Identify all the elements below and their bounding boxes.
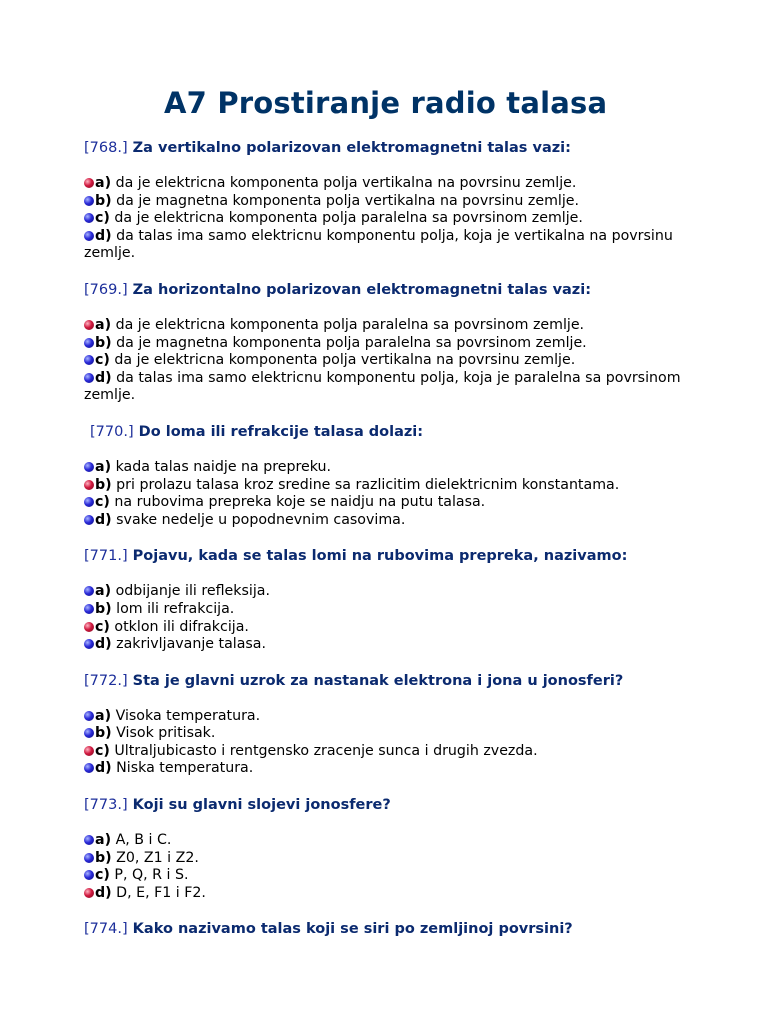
answer-letter: a) xyxy=(95,316,112,333)
answer-text: lom ili refrakcija. xyxy=(116,600,235,617)
question-text: Kako nazivamo talas koji se siri po zemljinoj povrsini? xyxy=(132,921,573,938)
answer-letter: d) xyxy=(95,760,112,777)
answer-text: Visok pritisak. xyxy=(116,725,216,742)
answer-text: da talas ima samo elektricnu komponentu polja, koja je vertikalna na povrsinu zemlje. xyxy=(84,227,673,262)
question-heading xyxy=(84,796,694,815)
answer-text: na rubovima prepreka koje se naidju na putu talasa. xyxy=(114,494,486,511)
red-bullet-icon xyxy=(84,622,94,632)
question-text: Za horizontalno polarizovan elektromagnetni talas vazi: xyxy=(132,281,592,298)
answer-text: da je magnetna komponenta polja vertikalna na povrsinu zemlje. xyxy=(116,192,580,209)
answer-option xyxy=(84,210,694,228)
answer-letter: c) xyxy=(95,618,110,635)
question-block xyxy=(84,281,694,405)
question-number: [769.] xyxy=(84,281,128,298)
answer-letter: a) xyxy=(95,707,112,724)
blue-bullet-icon xyxy=(84,213,94,223)
answer-text: odbijanje ili refleksija. xyxy=(115,583,270,600)
blue-bullet-icon xyxy=(84,728,94,738)
red-bullet-icon xyxy=(84,178,94,188)
question-number: [774.] xyxy=(84,921,128,938)
answer-option xyxy=(84,228,694,263)
answer-option xyxy=(84,370,694,405)
answer-option xyxy=(84,352,694,370)
answer-option xyxy=(84,601,694,619)
answer-letter: a) xyxy=(95,458,112,475)
answer-letter: c) xyxy=(95,352,110,369)
answer-text: A, B i C. xyxy=(115,832,172,849)
blue-bullet-icon xyxy=(84,338,94,348)
red-bullet-icon xyxy=(84,746,94,756)
answer-letter: a) xyxy=(95,832,112,849)
question-block xyxy=(84,547,694,653)
question-number: [772.] xyxy=(84,672,128,689)
blue-bullet-icon xyxy=(84,853,94,863)
answer-option xyxy=(84,317,694,335)
blue-bullet-icon xyxy=(84,196,94,206)
red-bullet-icon xyxy=(84,888,94,898)
blue-bullet-icon xyxy=(84,711,94,721)
answer-letter: d) xyxy=(95,511,112,528)
answer-option xyxy=(84,867,694,885)
answer-text: da je elektricna komponenta polja paralelna sa povrsinom zemlje. xyxy=(114,210,583,227)
answer-letter: b) xyxy=(95,849,112,866)
question-heading xyxy=(84,281,694,300)
question-block xyxy=(84,423,694,529)
answer-letter: d) xyxy=(95,227,112,244)
blue-bullet-icon xyxy=(84,373,94,383)
answer-option xyxy=(84,619,694,637)
answer-option xyxy=(84,636,694,654)
question-number: [773.] xyxy=(84,797,128,814)
answer-option xyxy=(84,885,694,903)
answer-letter: b) xyxy=(95,476,112,493)
question-text: Za vertikalno polarizovan elektromagnetni talas vazi: xyxy=(132,140,571,156)
answer-letter: c) xyxy=(95,494,110,511)
blue-bullet-icon xyxy=(84,231,94,241)
blue-bullet-icon xyxy=(84,763,94,773)
answer-text: Niska temperatura. xyxy=(116,760,254,777)
answer-option xyxy=(84,459,694,477)
answer-letter: b) xyxy=(95,192,112,209)
question-heading xyxy=(84,423,694,442)
question-block xyxy=(84,796,694,902)
question-block xyxy=(84,139,694,263)
question-text: Sta je glavni uzrok za nastanak elektrona i jona u jonosferi? xyxy=(132,672,624,689)
answer-text: otklon ili difrakcija. xyxy=(114,618,249,635)
question-number: [770.] xyxy=(90,423,134,440)
answer-text: da je elektricna komponenta polja vertikalna na povrsinu zemlje. xyxy=(114,352,576,369)
answer-text: da je elektricna komponenta polja vertikalna na povrsinu zemlje. xyxy=(115,175,577,191)
question-number: [768.] xyxy=(84,140,128,156)
answer-letter: b) xyxy=(95,334,112,351)
answer-letter: a) xyxy=(95,583,112,600)
answer-text: kada talas naidje na prepreku. xyxy=(115,458,332,475)
blue-bullet-icon xyxy=(84,497,94,507)
answer-text: da je magnetna komponenta polja paralelna sa povrsinom zemlje. xyxy=(116,334,587,351)
answer-text: zakrivljavanje talasa. xyxy=(116,636,267,653)
blue-bullet-icon xyxy=(84,515,94,525)
answer-option xyxy=(84,477,694,495)
question-block xyxy=(84,672,694,778)
question-list xyxy=(84,139,694,957)
blue-bullet-icon xyxy=(84,462,94,472)
answer-option xyxy=(84,832,694,850)
answer-text: Ultraljubicasto i rentgensko zracenje sunca i drugih zvezda. xyxy=(114,742,538,759)
answer-letter: c) xyxy=(95,867,110,884)
answer-option xyxy=(84,494,694,512)
blue-bullet-icon xyxy=(84,835,94,845)
answer-letter: b) xyxy=(95,600,112,617)
blue-bullet-icon xyxy=(84,355,94,365)
answer-option xyxy=(84,335,694,353)
question-heading xyxy=(84,920,694,939)
answer-text: da je elektricna komponenta polja paralelna sa povrsinom zemlje. xyxy=(115,316,585,333)
answer-option xyxy=(84,708,694,726)
answer-letter: a) xyxy=(95,175,112,191)
answer-option xyxy=(84,583,694,601)
blue-bullet-icon xyxy=(84,639,94,649)
question-heading xyxy=(84,139,694,158)
answer-text: da talas ima samo elektricnu komponentu polja, koja je paralelna sa povrsinom zemlje. xyxy=(84,369,681,404)
question-text: Pojavu, kada se talas lomi na rubovima prepreka, nazivamo: xyxy=(132,548,628,565)
answer-text: svake nedelje u popodnevnim casovima. xyxy=(116,511,406,528)
blue-bullet-icon xyxy=(84,870,94,880)
question-text: Koji su glavni slojevi jonosfere? xyxy=(132,797,391,814)
answer-option xyxy=(84,175,694,193)
answer-text: pri prolazu talasa kroz sredine sa razlicitim dielektricnim konstantama. xyxy=(116,476,620,493)
answer-text: D, E, F1 i F2. xyxy=(116,884,206,901)
answer-letter: d) xyxy=(95,884,112,901)
answer-option xyxy=(84,725,694,743)
answer-letter: d) xyxy=(95,369,112,386)
red-bullet-icon xyxy=(84,320,94,330)
question-heading xyxy=(84,547,694,566)
answer-option xyxy=(84,512,694,530)
question-heading xyxy=(84,672,694,691)
answer-letter: d) xyxy=(95,636,112,653)
red-bullet-icon xyxy=(84,480,94,490)
answer-letter: b) xyxy=(95,725,112,742)
answer-text: Z0, Z1 i Z2. xyxy=(116,849,199,866)
answer-letter: c) xyxy=(95,742,110,759)
question-block xyxy=(84,920,694,939)
page-title: A7 Prostiranje radio talasa xyxy=(164,86,608,120)
answer-option xyxy=(84,743,694,761)
answer-option xyxy=(84,850,694,868)
answer-text: Visoka temperatura. xyxy=(115,707,261,724)
answer-letter: c) xyxy=(95,210,110,227)
question-text: Do loma ili refrakcije talasa dolazi: xyxy=(138,423,424,440)
answer-option xyxy=(84,193,694,211)
question-number: [771.] xyxy=(84,548,128,565)
blue-bullet-icon xyxy=(84,604,94,614)
answer-option xyxy=(84,760,694,778)
blue-bullet-icon xyxy=(84,586,94,596)
answer-text: P, Q, R i S. xyxy=(114,867,189,884)
